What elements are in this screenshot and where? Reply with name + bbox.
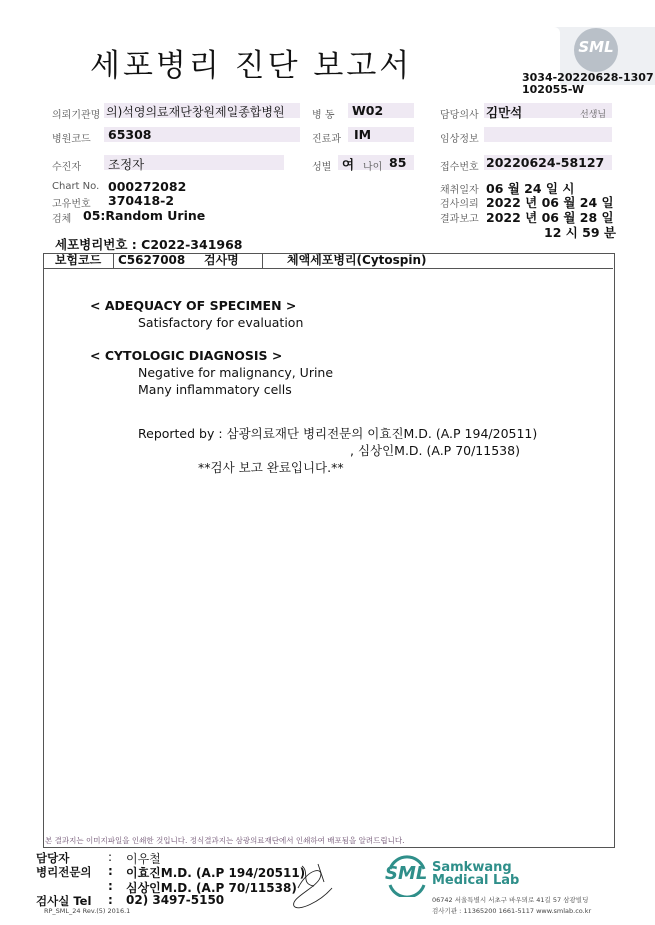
lab-name-line2: Medical Lab <box>432 873 520 888</box>
insurance-code-label: 보험코드 <box>43 253 114 268</box>
recipient-value: 조정자 <box>108 157 145 172</box>
id-label: 고유번호 <box>52 199 91 210</box>
sml-logo-text: SML <box>578 38 614 56</box>
tel-label: 검사실 Tel <box>36 894 92 908</box>
recipient-label: 수진자 <box>52 162 81 173</box>
adequacy-text: Satisfactory for evaluation <box>138 315 304 330</box>
report-body-frame <box>43 253 615 848</box>
lab-contact: 검사기관 : 11365200 1661-5117 www.smlab.co.kr <box>432 907 592 915</box>
manager-label: 담당자 <box>36 851 70 865</box>
reported-by-line2: , 심상인M.D. (A.P 70/11538) <box>350 443 520 458</box>
doctor-value: 김만석 <box>486 105 523 120</box>
request-label: 검사의뢰 <box>440 199 479 210</box>
disclaimer-text: 본 결과지는 이미지파일을 인쇄한 것입니다. 정식결과지는 삼광의료재단에서 인쇄하여 배포됨을 알려드립니다. <box>45 836 405 845</box>
doctor-suffix: 선생님 <box>580 110 607 120</box>
pathologist-label: 병리전문의 <box>36 865 92 879</box>
chart-label: Chart No. <box>52 181 100 192</box>
page-title: 세포병리 진단 보고서 <box>90 48 413 84</box>
pathologist-1: 이효진M.D. (A.P 194/20511) <box>126 866 306 880</box>
lab-name-line1: Samkwang <box>432 860 512 875</box>
document-code <box>522 72 654 96</box>
exam-header-row <box>43 253 613 269</box>
receipt-value: 20220624-58127 <box>486 155 605 170</box>
form-code: RP_SML_24 Rev.(5) 2016.1 <box>44 907 131 915</box>
report-date-value: 2022 년 06 월 28 일 <box>486 210 614 225</box>
receipt-label: 접수번호 <box>440 162 479 173</box>
manager-value: 이우철 <box>126 852 161 866</box>
chart-value: 000272082 <box>108 179 187 194</box>
clinical-info-field-bg <box>484 127 612 142</box>
insurance-code-value: C5627008 <box>118 253 186 267</box>
ward-label: 병 동 <box>312 110 335 121</box>
pathologist-colon-2: : <box>108 879 113 893</box>
diagnosis-line1: Negative for malignancy, Urine <box>138 365 334 380</box>
institution-label: 의뢰기관명 <box>52 110 101 121</box>
pathologist-2: 심상인M.D. (A.P 70/11538) <box>126 881 297 895</box>
report-complete-notice: **검사 보고 완료입니다.** <box>198 460 344 475</box>
specimen-value: 05:Random Urine <box>83 208 206 223</box>
exam-name-label: 검사명 <box>198 253 263 268</box>
reported-by-line1: Reported by : 삼광의료재단 병리전문의 이효진M.D. (A.P 194/20511) <box>138 426 538 441</box>
document-code-line1: 3034-20220628-1307 <box>522 71 654 84</box>
doctor-label: 담당의사 <box>440 110 479 121</box>
adequacy-heading: < ADEQUACY OF SPECIMEN > <box>90 298 297 313</box>
clinical-info-label: 임상정보 <box>440 134 479 145</box>
collect-label: 채취일자 <box>440 185 479 196</box>
lab-name <box>432 861 519 887</box>
institution-value: 의)석영의료재단창원제일종합병원 <box>106 105 285 119</box>
department-label: 진료과 <box>312 134 341 145</box>
lab-logo-text: SML <box>385 863 428 884</box>
tel-value: 02) 3497-5150 <box>126 893 225 907</box>
specimen-label: 검체 <box>52 214 72 225</box>
diagnosis-heading: < CYTOLOGIC DIAGNOSIS > <box>90 348 283 363</box>
tel-colon: : <box>108 893 113 907</box>
age-label: 나이 <box>363 162 383 173</box>
collect-value: 06 월 24 일 시 <box>486 181 575 196</box>
request-value: 2022 년 06 월 24 일 <box>486 195 614 210</box>
department-value: IM <box>354 127 372 142</box>
exam-name-value: 체액세포병리(Cytospin) <box>287 253 427 267</box>
hospital-code-label: 병원코드 <box>52 134 91 145</box>
pathologist-colon-1: : <box>108 864 113 878</box>
ward-value: W02 <box>352 103 384 118</box>
sex-value: 여 <box>342 157 355 172</box>
report-date-label: 결과보고 <box>440 214 479 225</box>
manager-colon: : <box>108 850 113 864</box>
report-time-value: 12 시 59 분 <box>544 225 616 240</box>
document-code-line2: 102055-W <box>522 83 585 96</box>
sex-label: 성별 <box>312 162 332 173</box>
age-value: 85 <box>389 155 407 170</box>
hospital-code-value: 65308 <box>108 127 152 142</box>
signature-icon <box>280 858 340 914</box>
cytology-number: 세포병리번호 : C2022-341968 <box>55 237 243 252</box>
lab-address: 06742 서울특별시 서초구 바우뫼로 41길 57 삼광빌딩 <box>432 896 589 904</box>
diagnosis-line2: Many inflammatory cells <box>138 382 292 397</box>
id-value: 370418-2 <box>108 193 175 208</box>
